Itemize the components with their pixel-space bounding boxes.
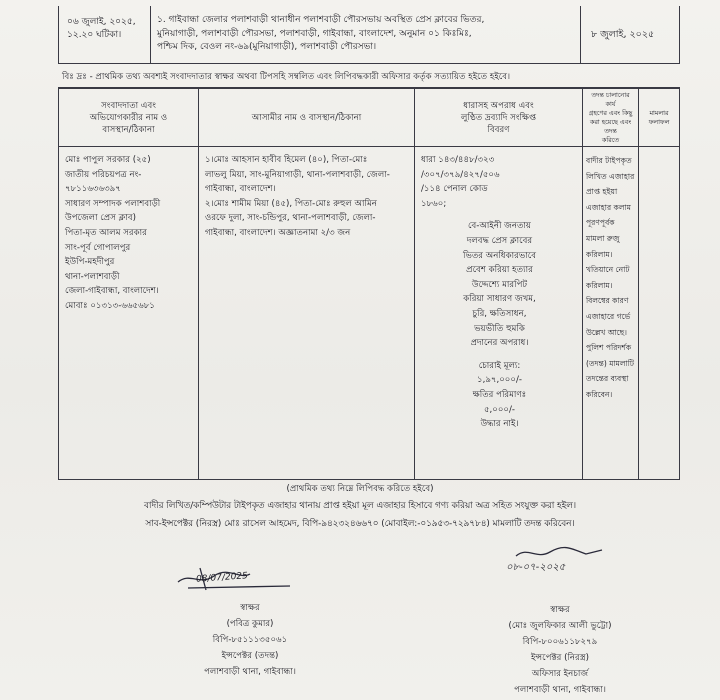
occurrence-place <box>151 6 581 63</box>
right-sig-line: পলাশবাড়ী থানা, গাইবান্ধা। <box>514 685 606 695</box>
desc-line: প্রদানের অপরাধ। <box>470 338 529 349</box>
informant-details <box>59 147 198 314</box>
place-line: মুনিয়াগাড়ী, পলাশবাড়ী পৌরসভা, পলাশবাড়ী, গাইবান্ধা, বাংলাদেশ, অনুমান ০১ কিঃমিঃ, <box>157 28 472 39</box>
left-sig-line: পলাশবাড়ী থানা, গাইবান্ধা। <box>204 667 296 677</box>
informant-header <box>59 89 198 147</box>
place-line: ১. গাইবান্ধা জেলার পলাশবাড়ী থানাধীন পলাশবাড়ী পৌরসভায় অবস্থিত প্রেস ক্লাবের ভিতর, <box>157 15 485 25</box>
action-line: করিলাম। <box>586 280 613 290</box>
action-line: পূরণপূর্বক <box>586 218 615 228</box>
action-line: এজাহার কলাম <box>586 202 631 212</box>
right-sig-line: (মোঃ জুলফিকার আলী ভুট্টো) <box>508 621 612 631</box>
left-sig-line: স্বাক্ষর <box>240 603 260 613</box>
action-line: করিবেন। <box>586 389 613 399</box>
section-line: ১৮৬০; <box>421 198 447 209</box>
left-sig-line: ইন্সপেক্টর (তদন্ত) <box>221 651 279 661</box>
action-details <box>583 147 638 403</box>
attachment-statement: বাদীর লিখিত/কম্পিউটার টাইপকৃত এজাহার থানায় প্রাপ্ত হইয়া মূল এজাহার হিসাবে গণ্য করিয়া অত্র সহিত সংযুক্ত করা হইল। <box>144 501 576 511</box>
accused-header: আসামীর নাম ও বাসস্থান/ঠিকানা <box>199 89 414 147</box>
left-handwritten-date: 08/07/2025 <box>195 571 249 585</box>
informant-line: থানা-পলাশবাড়ী <box>65 271 120 282</box>
informant-line: জাতীয় পরিচয়পত্র নং- <box>65 169 142 180</box>
informant-line: মোঃ পাপুল সরকার (২৫) <box>65 155 151 165</box>
occurrence-datetime <box>59 6 151 63</box>
right-sig-line: ইন্সপেক্টর (নিরস্ত্র) <box>530 653 590 663</box>
offence-header <box>415 89 582 147</box>
action-line: করিলাম। <box>586 249 613 259</box>
value-line: ১,৯৭,০০০/- <box>477 375 522 386</box>
section-line: /৩০৭/৩৭৯/৪২৭/৫০৬ <box>421 169 500 180</box>
action-line: বিলম্বের কারণ <box>586 296 629 306</box>
action-line: পুলিশ পরিদর্শক <box>586 343 632 353</box>
informant-column <box>59 89 199 479</box>
right-sig-line: অফিসার ইনচার্জ <box>531 669 589 679</box>
action-line: তদন্তের ব্যবস্থা <box>586 374 629 384</box>
action-column <box>583 89 639 479</box>
accused-line: লাভলু মিয়া, সাং-মুনিয়াগাড়ী, থানা-পলাশবাড়ী, জেলা- <box>205 169 390 180</box>
value-line: চোরাই মূল্য: <box>478 360 521 371</box>
accused-line: গাইবান্ধা, বাংলাদেশ। অজ্ঞাতনামা ২/৩ জন <box>205 227 351 238</box>
right-sig-line: বিপি-৮০০৬১১৮২৭৯ <box>522 637 598 647</box>
desc-line: বে-আইনী জনতায় <box>467 221 531 232</box>
offence-description <box>421 219 578 431</box>
informant-line: সাধারণ সম্পাদক পলাশবাড়ী <box>65 198 161 209</box>
desc-line: দলবদ্ধ প্রেস ক্লাবের <box>466 235 533 246</box>
accused-details <box>199 147 414 241</box>
accused-line: ১।মোঃ আহসান হাবীব হিমেল (৪০), পিতা-মোঃ <box>205 155 368 165</box>
action-line: (তদন্ত) মামলাটি <box>586 358 635 368</box>
header-line: বাসস্থান/ঠিকানা <box>102 124 155 135</box>
desc-line: চুরি, ক্ষতিসাধন, <box>472 308 527 319</box>
action-line: উল্লেখ আছে। <box>586 327 627 337</box>
left-signature-block <box>150 600 350 680</box>
action-line: এজাহারে গর্ভে <box>586 311 631 321</box>
action-line: মামলা রুজু <box>586 233 620 243</box>
header-line: মামলার <box>649 108 669 117</box>
left-sig-line: বিপি-৮৫১১১৩৫০৬১ <box>212 635 288 645</box>
action-header <box>583 89 638 147</box>
informant-line: উপজেলা প্রেস ক্লাব) <box>65 213 136 224</box>
header-line: করিতে <box>601 135 620 144</box>
investigator-assignment: সাব-ইন্সপেক্টর (নিরস্ত্র) মোঃ রাসেল আহমেদ, বিপি-৯৪২৩২৪৬৬৭০ (মোবাইল:-০১৯৫৩-৭২৯৭৮৪) মামলাটি তদন্ত করিবেন। <box>145 519 575 529</box>
informant-line: পিতা-মৃত আলম সরকার <box>65 227 147 238</box>
result-header <box>639 89 679 147</box>
informant-line: জেলা-গাইবান্ধা, বাংলাদেশ। <box>65 286 159 297</box>
section-line: /১১৪ পেনাল কোড <box>421 184 488 195</box>
action-line: খতিয়ানে নোট <box>586 265 630 275</box>
header-line: ফলাফল <box>648 117 670 126</box>
accused-column <box>199 89 415 479</box>
result-column <box>639 89 679 479</box>
header-line: গ্রহণের এবং কিছু <box>588 108 633 117</box>
value-line: উদ্ধার নাই। <box>480 419 519 430</box>
header-line: বিবরণ <box>487 124 510 135</box>
fir-table <box>58 88 680 480</box>
accused-line: ওরফে দুলা, সাং-চন্ডিপুর, থানা-পলাশবাড়ী, জেলা- <box>205 213 376 224</box>
offence-details <box>415 147 582 432</box>
action-line: বাদীর টাইপকৃত <box>586 156 632 165</box>
section-line: ধারা ১৪৩/৪৪৮/৩২৩ <box>421 155 495 165</box>
header-line: সংবাদদাতা এবং <box>101 100 156 111</box>
left-sig-line: (পবিত্র কুমার) <box>226 619 274 629</box>
right-sig-line: স্বাক্ষর <box>550 605 570 615</box>
header-line: অভিযোগকারীর নাম ও <box>89 112 168 123</box>
informant-line: ৭৮১১৬৩৬৩৯৭ <box>65 184 121 195</box>
informant-line: মোবাঃ ০১৩১৩-৬৬৫৬৮১ <box>65 300 155 311</box>
header-line: তদন্ত চালানোর কার্য <box>591 90 630 108</box>
action-line: প্রাপ্ত হইয়া <box>586 187 618 197</box>
place-line: পশ্চিম দিক, বেওল নং-৬৯(মুনিয়াগাড়ী), পলাশবাড়ী পৌরসভা। <box>157 42 377 52</box>
datetime-line: ১২.২০ ঘটিকা। <box>67 30 122 40</box>
informant-line: ইউপি-মহদীপুর <box>65 257 115 268</box>
action-line: লিখিত এজাহার <box>586 171 635 181</box>
desc-line: ভিতর অনধিকারভাবে <box>463 250 536 261</box>
accused-line: ২।মোঃ শামীম মিয়া (৪৫), পিতা-মোঃ রুহুল আমিন <box>205 198 377 209</box>
informant-line: সাং-পূর্ব গোপালপুর <box>65 242 131 253</box>
right-signature-block <box>450 602 670 698</box>
desc-line: প্রবেশ করিয়া হত্যার <box>466 265 533 276</box>
received-date: ৮ জুলাই, ২০২৫ <box>591 29 655 40</box>
accused-line: গাইবান্ধা, বাংলাদেশ। <box>205 184 276 195</box>
value-line: ক্ষতির পরিমাণঃ <box>472 389 527 400</box>
prelim-note: (প্রাথমিক তথ্য নিম্নে লিপিবদ্ধ করিতে হইবে) <box>286 484 434 494</box>
desc-line: ভয়ভীতি হুমকি <box>474 323 525 334</box>
attestation-note: বিঃ দ্রঃ - প্রাথমিক তথ্য অবশ্যই সংবাদদাতার স্বাক্ষর অথবা টিপসহি সম্বলিত এবং লিপিবদ্ধকারী অফিসার কর্তৃক সত্যায়িত হইতে হইবে। <box>58 68 680 88</box>
datetime-line: ০৬ জুলাই, ২০২৫, <box>67 17 136 27</box>
occurrence-row <box>58 6 680 64</box>
header-line: করা হয়েছে এবং তদন্ত <box>589 117 632 135</box>
value-line: ৫,০০০/- <box>483 404 516 415</box>
desc-line: উদ্দেশ্যে মারপিট <box>471 279 528 290</box>
desc-line: করিয়া সাধারণ জখম, <box>463 294 536 305</box>
right-handwritten-date: ০৮-০৭-২০২৫ <box>506 562 566 573</box>
header-line: ধারাসহ অপরাধ এবং <box>463 100 534 111</box>
header-line: লুণ্ঠিত দ্রব্যাদি সংক্ষিপ্ত <box>460 112 537 123</box>
offence-column <box>415 89 583 479</box>
